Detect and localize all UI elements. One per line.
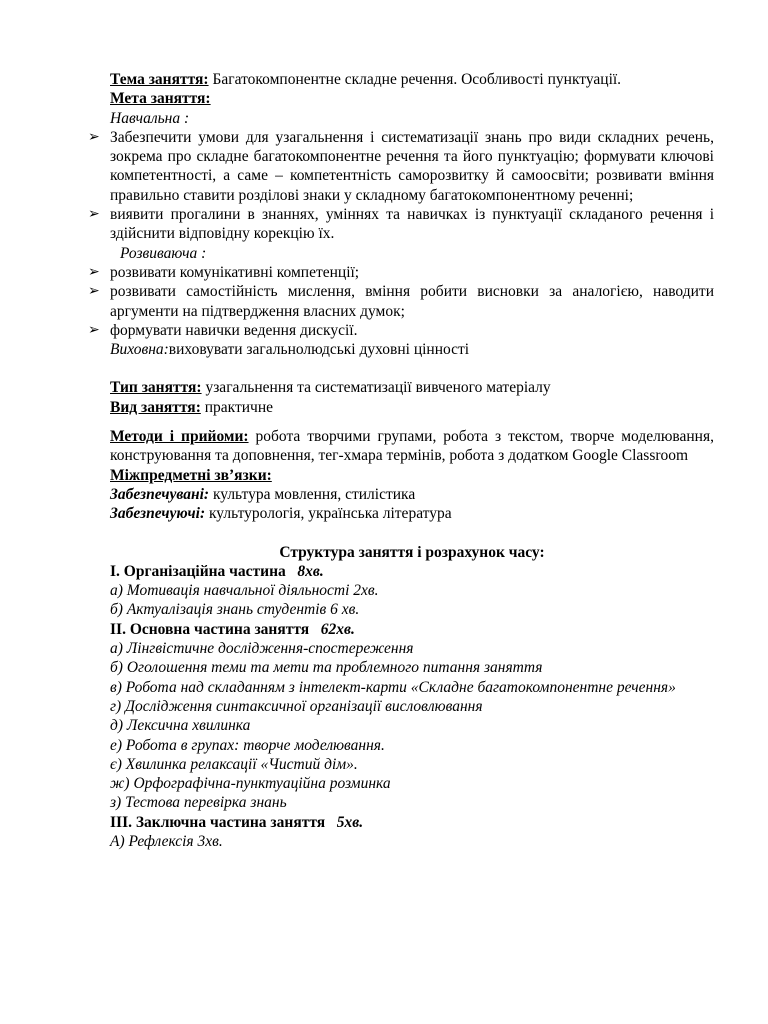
- list-item: ж) Орфографічна-пунктуаційна розминка: [110, 775, 391, 793]
- arrow-bullet-icon: ➢: [88, 284, 100, 300]
- list-item: а) Лінгвістичне дослідження-спостереження: [110, 640, 414, 658]
- lesson-type-label: Тип заняття:: [110, 379, 202, 397]
- provided-label: Забезпечувані:: [110, 485, 210, 503]
- list-item: ➢ формувати навички ведення дискусії.: [88, 321, 358, 339]
- provided-text: культура мовлення, стилістика: [209, 485, 416, 503]
- spacer: [110, 524, 714, 543]
- goal-heading: [110, 89, 714, 108]
- lesson-kind-line: [110, 398, 714, 417]
- lesson-type-line: [110, 378, 714, 397]
- part3-title: ІІІ. Заключна частина заняття 5хв.: [110, 813, 364, 831]
- arrow-bullet-icon: ➢: [88, 207, 100, 223]
- lesson-kind-text: практичне: [200, 398, 274, 416]
- providing-text: культурологія, українська література: [205, 505, 452, 523]
- list-item: з) Тестова перевірка знань: [110, 794, 287, 812]
- list-item: ➢ Забезпечити умови для узагальнення і систематизації знань про види складних речень, зокрема про складне багатокомпонентне речення та його пунктуацію; формувати ключові компетентності, а саме – компетентність саморозвитку й самоосвіти; розвивати вміння правильно ставити розділові знаки у складному багатокомпонентному реченні;: [88, 128, 714, 204]
- methods-line: [110, 427, 714, 466]
- lesson-type-text: узагальнення та систематизації вивченого матеріалу: [201, 379, 551, 397]
- goal-label: Мета заняття:: [110, 90, 211, 108]
- list-item: д) Лексична хвилинка: [110, 717, 251, 735]
- arrow-bullet-icon: ➢: [88, 129, 100, 145]
- topic-label: Тема заняття:: [110, 71, 209, 88]
- list-item: б) Актуалізація знань студентів 6 хв.: [110, 601, 360, 619]
- part3-time: 5хв.: [336, 813, 364, 831]
- developing-objectives: [88, 263, 714, 340]
- structure-title: Структура заняття і розрахунок часу:: [279, 543, 545, 561]
- topic-line: [110, 70, 714, 89]
- list-item: б) Оголошення теми та мети та проблемного питання заняття: [110, 659, 543, 677]
- interdisciplinary-label: Міжпредметні зв’язки:: [110, 466, 272, 484]
- educational-label: Навчальна :: [110, 109, 190, 127]
- providing-label: Забезпечуючі:: [110, 505, 206, 523]
- methods-text: робота творчими групами, робота з текстом, творче моделювання, конструювання та доповнення, тег-хмара термінів, робота з додатком Google Classroom: [110, 428, 714, 465]
- list-item: ➢ виявити прогалини в знаннях, уміннях та навичках із пунктуації складаного речення і здійснити відповідну корекцію їх.: [88, 206, 714, 243]
- developing-label: Розвиваюча :: [120, 244, 207, 262]
- list-item: ➢ розвивати комунікативні компетенції;: [88, 263, 360, 281]
- methods-label: Методи і прийоми:: [110, 428, 249, 446]
- arrow-bullet-icon: ➢: [88, 322, 100, 338]
- topic-text: Багатокомпонентне складне речення. Особливості пунктуації.: [208, 71, 622, 88]
- part2-time: 62хв.: [320, 620, 355, 638]
- spacer: [110, 359, 714, 378]
- educational-objectives: [88, 128, 714, 244]
- spacer: [110, 417, 714, 427]
- upbringing-line: [110, 340, 714, 359]
- providing-line: [110, 504, 714, 523]
- lesson-kind-label: Вид заняття:: [110, 398, 201, 416]
- part1-title: І. Організаційна частина 8хв.: [110, 562, 324, 580]
- provided-line: [110, 485, 714, 504]
- list-item: ➢ розвивати самостійність мислення, вміння робити висновки за аналогією, наводити аргументи на підтвердження власних думок;: [88, 283, 714, 320]
- list-item: А) Рефлексія 3хв.: [110, 832, 223, 850]
- list-item: г) Дослідження синтаксичної організації висловлювання: [110, 697, 483, 715]
- arrow-bullet-icon: ➢: [88, 264, 100, 280]
- lesson-plan: [88, 70, 714, 851]
- upbringing-label: Виховна:: [110, 341, 169, 359]
- list-item: в) Робота над складанням з інтелект-карти «Складне багатокомпонентне речення»: [110, 678, 676, 696]
- part1-time: 8хв.: [297, 562, 324, 580]
- list-item: е) Робота в групах: творче моделювання.: [110, 736, 385, 754]
- part2-title: ІІ. Основна частина заняття 62хв.: [110, 620, 355, 638]
- list-item: є) Хвилинка релаксації «Чистий дім».: [110, 755, 358, 773]
- interdisciplinary-heading: [110, 466, 714, 485]
- upbringing-text: виховувати загальнолюдські духовні цінності: [168, 341, 470, 359]
- list-item: а) Мотивація навчальної діяльності 2хв.: [110, 582, 379, 600]
